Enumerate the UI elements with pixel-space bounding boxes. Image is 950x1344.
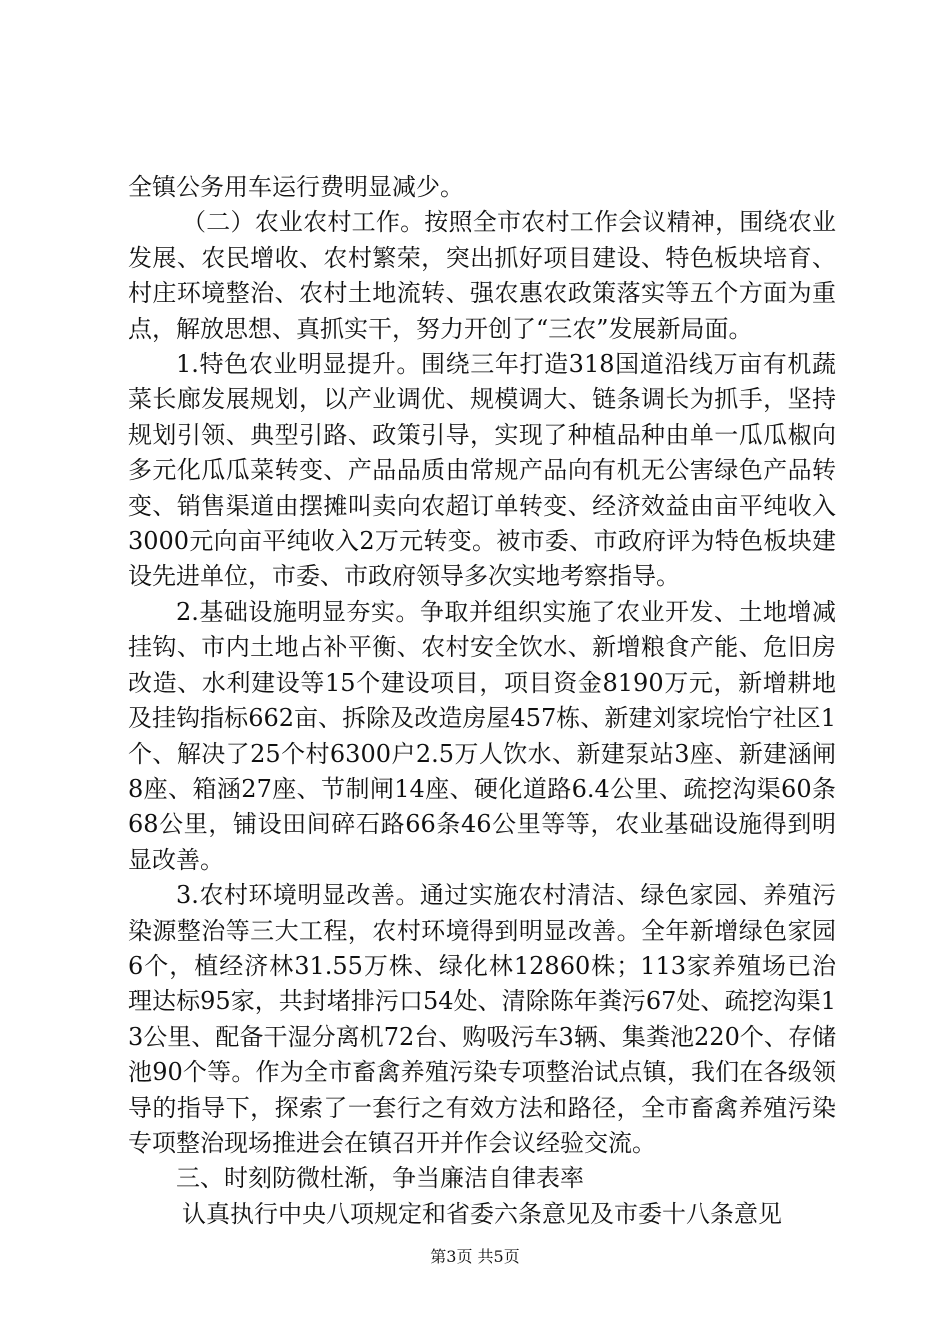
paragraph-item-3: 3.农村环境明显改善。通过实施农村清洁、绿色家园、养殖污染源整治等三大工程，农村环境得到明显改善。全年新增绿色家园6个，植经济林31.55万株、绿化林12860株；113家养殖场已治理达标95家，共封堵排污口54处、清除陈年粪污67处、疏挖沟渠13公里、配备干湿分离机72台、购吸污车3辆、集粪池220个、存储池90个等。作为全市畜禽养殖污染专项整治试点镇，我们在各级领导的指导下，探索了一套行之有效方法和路径，全市畜禽养殖污染专项整治现场推进会在镇召开并作会议经验交流。 — [128, 881, 836, 1157]
page-footer: 第3页 共5页 — [430, 1247, 520, 1266]
paragraph-item-2: 2.基础设施明显夯实。争取并组织实施了农业开发、土地增减挂钩、市内土地占补平衡、农村安全饮水、新增粮食产能、危旧房改造、水利建设等15个建设项目，项目资金8190万元，新增耕地及挂钩指标662亩、拆除及改造房屋457栋、新建刘家垸怡宁社区1个、解决了25个村6300户2.5万人饮水、新建泵站3座、新建涵闸8座、箱涵27座、节制闸14座、硬化道路6.4公里、疏挖沟渠60条68公里，铺设田间碎石路66条46公里等等，农业基础设施得到明显改善。 — [128, 597, 836, 874]
section-heading-3: 三、时刻防微杜渐，争当廉洁自律表率 — [176, 1164, 584, 1193]
paragraph-section-3-start: 认真执行中央八项规定和省委六条意见及市委十八条意见 — [182, 1199, 782, 1228]
paragraph-section-agriculture: （二）农业农村工作。按照全市农村工作会议精神，围绕农业发展、农民增收、农村繁荣，突出抓好项目建设、特色板块培育、村庄环境整治、农村土地流转、强农惠农政策落实等五个方面为重点，解放思想、真抓实干，努力开创了“三农”发展新局面。 — [128, 208, 836, 343]
document-body — [128, 170, 836, 1232]
paragraph-continuation: 全镇公务用车运行费明显减少。 — [128, 173, 464, 201]
paragraph-item-1: 1.特色农业明显提升。围绕三年打造318国道沿线万亩有机蔬菜长廊发展规划，以产业调优、规模调大、链条调长为抓手，坚持规划引领、典型引路、政策引导，实现了种植品种由单一瓜瓜椒向多元化瓜瓜菜转变、产品品质由常规产品向有机无公害绿色产品转变、销售渠道由摆摊叫卖向农超订单转变、经济效益由亩平纯收入3000元向亩平纯收入2万元转变。被市委、市政府评为特色板块建设先进单位，市委、市政府领导多次实地考察指导。 — [128, 350, 836, 591]
